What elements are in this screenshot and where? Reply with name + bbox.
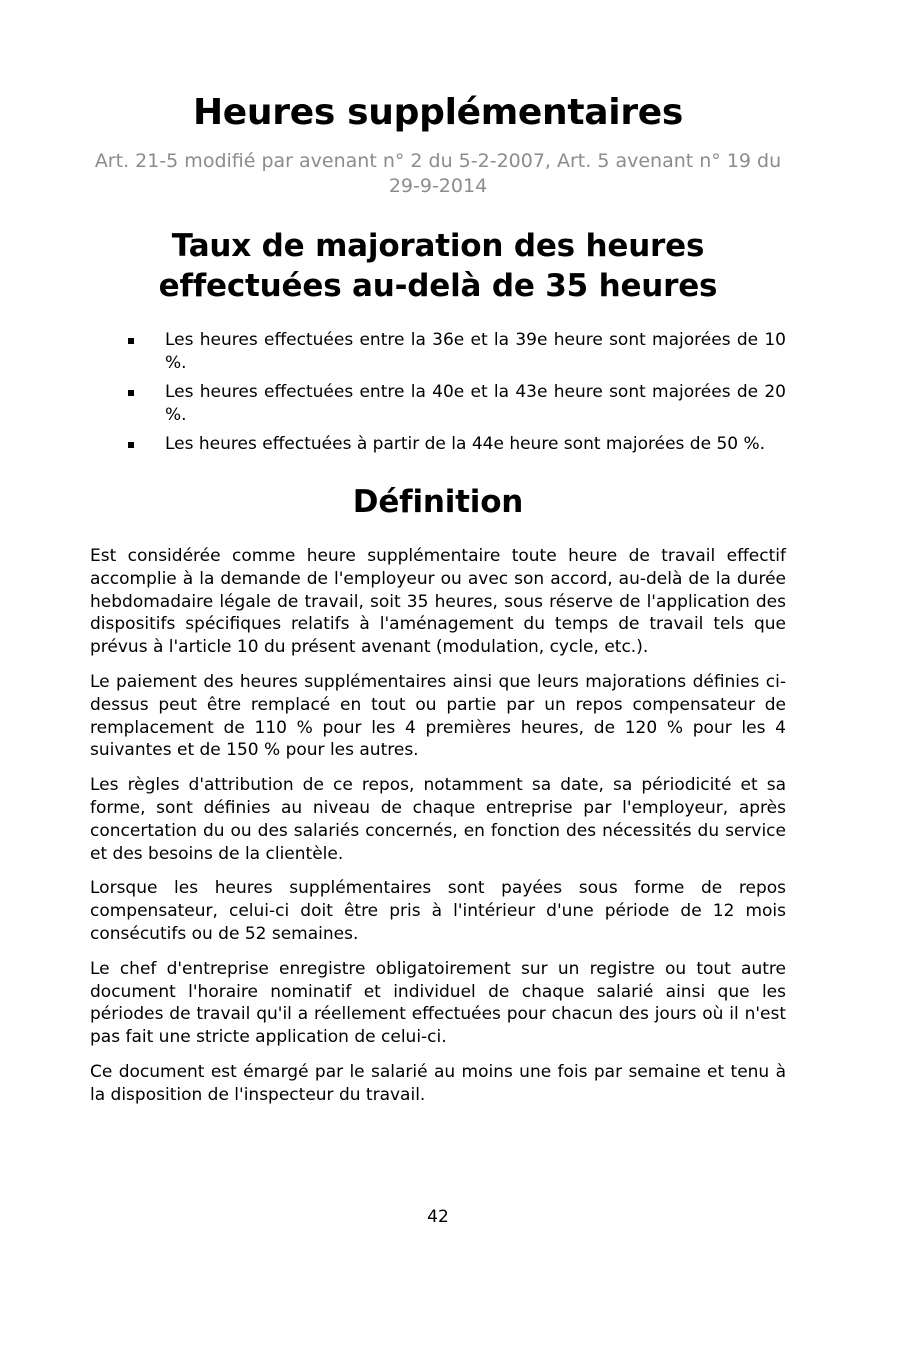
list-item-text: Les heures effectuées entre la 40e et la 43e heure sont majorées de 20 %. [165,382,786,425]
list-item [90,381,786,427]
list-item [90,433,786,456]
list-item [90,329,786,375]
paragraph: Le chef d'entreprise enregistre obligatoirement sur un registre ou tout autre document l'horaire nominatif et individuel de chaque salarié ainsi que les périodes de travail qu'il a réellement effectuées pour chacun des jours où il n'est pas fait une stricte application de celui-ci. [90,958,786,1048]
page-number: 42 [427,1207,449,1227]
section-heading-rates: Taux de majoration des heures effectuées au-delà de 35 heures [158,228,718,304]
definition-body [90,545,786,1119]
list-item-text: Les heures effectuées entre la 36e et la 39e heure sont majorées de 10 %. [165,330,786,373]
bullet-square-icon [128,442,134,448]
page-title: Heures supplémentaires [192,92,684,133]
paragraph: Le paiement des heures supplémentaires ainsi que leurs majorations définies ci-dessus peut être remplacé en tout ou partie par un repos compensateur de remplacement de 110 % pour les 4 premières heures, de 120 % pour les 4 suivantes et de 150 % pour les autres. [90,671,786,761]
rates-list [90,329,786,462]
bullet-square-icon [128,338,134,344]
paragraph: Les règles d'attribution de ce repos, notamment sa date, sa périodicité et sa forme, sont définies au niveau de chaque entreprise par l'employeur, après concertation du ou des salariés concernés, en fonction des nécessités du service et des besoins de la clientèle. [90,775,786,864]
list-item-text: Les heures effectuées à partir de la 44e heure sont majorées de 50 %. [165,434,766,454]
paragraph: Ce document est émargé par le salarié au moins une fois par semaine et tenu à la disposition de l'inspecteur du travail. [90,1061,786,1105]
paragraph: Est considérée comme heure supplémentaire toute heure de travail effectif accomplie à la demande de l'employeur ou avec son accord, au-delà de la durée hebdomadaire légale de travail, soit 35 heures, sous réserve de l'application des dispositifs spécifiques relatifs à l'aménagement du temps de travail tels que prévus à l'article 10 du présent avenant (modulation, cycle, etc.). [90,546,786,658]
bullet-square-icon [128,390,134,396]
section-heading-definition: Définition [352,484,524,520]
paragraph: Lorsque les heures supplémentaires sont payées sous forme de repos compensateur, celui-ci doit être pris à l'intérieur d'une période de 12 mois consécutifs ou de 52 semaines. [90,878,786,944]
article-reference: Art. 21-5 modifié par avenant n° 2 du 5-2-2007, Art. 5 avenant n° 19 du 29-9-2014 [94,150,782,197]
